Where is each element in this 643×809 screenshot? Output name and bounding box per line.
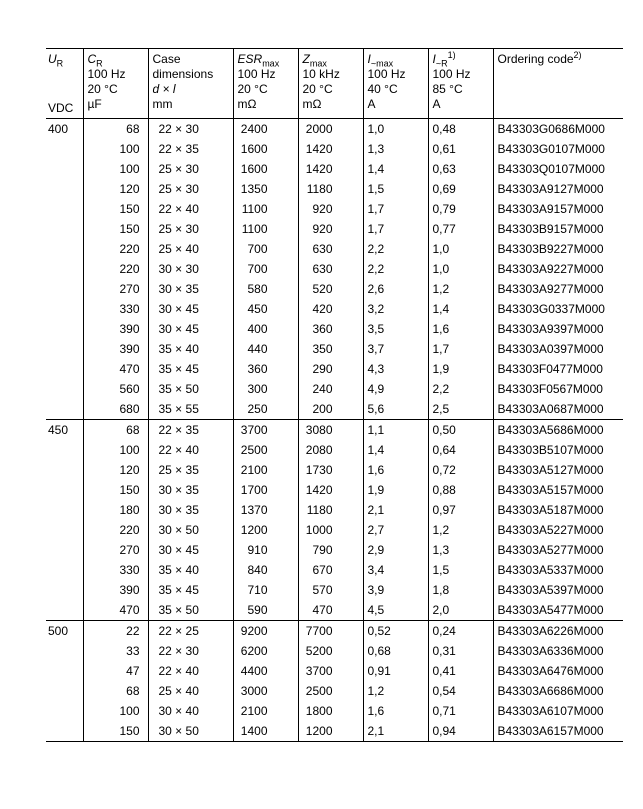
- table-row: [46, 580, 623, 600]
- cell-esr: 1370: [233, 500, 298, 520]
- cell-esr: 580: [233, 279, 298, 299]
- cell-capacitance: 270: [83, 540, 148, 560]
- cell-ripple-max: 3,7: [363, 339, 428, 359]
- cell-case-dimensions: 22 × 40: [148, 199, 233, 219]
- cell-capacitance: 68: [83, 119, 148, 140]
- table-row: [46, 520, 623, 540]
- cell-esr: 400: [233, 319, 298, 339]
- cell-case-dimensions: 25 × 30: [148, 179, 233, 199]
- header-ur-unit: VDC: [48, 101, 74, 115]
- table-row: [46, 299, 623, 319]
- cell-impedance: 2080: [298, 440, 363, 460]
- table-row: [46, 219, 623, 239]
- cell-ripple-max: 1,7: [363, 219, 428, 239]
- cell-impedance: 200: [298, 399, 363, 420]
- table-row: [46, 319, 623, 339]
- cell-case-dimensions: 35 × 40: [148, 560, 233, 580]
- cell-capacitance: 150: [83, 480, 148, 500]
- table-row: [46, 661, 623, 681]
- header-ir: $I_{\sim R}^{1)}$ 100 Hz 85 °C A: [428, 49, 493, 119]
- table-row: [46, 701, 623, 721]
- cell-capacitance: 180: [83, 500, 148, 520]
- cell-case-dimensions: 22 × 30: [148, 119, 233, 140]
- cell-case-dimensions: 30 × 50: [148, 721, 233, 742]
- cell-ripple-max: 1,6: [363, 460, 428, 480]
- cell-ordering-code: B43303A9397M000: [493, 319, 623, 339]
- cell-ripple-rated: 1,2: [428, 520, 493, 540]
- table-row: [46, 681, 623, 701]
- cell-ordering-code: B43303A9157M000: [493, 199, 623, 219]
- cell-impedance: 1420: [298, 480, 363, 500]
- cell-voltage: [46, 299, 83, 319]
- cell-voltage: [46, 600, 83, 621]
- cell-case-dimensions: 35 × 40: [148, 339, 233, 359]
- table-row: [46, 480, 623, 500]
- cell-ripple-rated: 1,7: [428, 339, 493, 359]
- cell-esr: 2100: [233, 701, 298, 721]
- cell-ripple-max: 1,4: [363, 159, 428, 179]
- header-esr: $ESR_{max}$ 100 Hz 20 °C mΩ: [233, 49, 298, 119]
- cell-ordering-code: B43303A9227M000: [493, 259, 623, 279]
- cell-esr: 300: [233, 379, 298, 399]
- cell-esr: 2500: [233, 440, 298, 460]
- cell-ripple-rated: 0,54: [428, 681, 493, 701]
- table-row: [46, 119, 623, 140]
- table-row: [46, 139, 623, 159]
- cell-capacitance: 390: [83, 319, 148, 339]
- cell-ordering-code: B43303B9227M000: [493, 239, 623, 259]
- cell-voltage: [46, 580, 83, 600]
- cell-ripple-max: 2,7: [363, 520, 428, 540]
- cell-ripple-rated: 0,71: [428, 701, 493, 721]
- cell-ripple-rated: 0,50: [428, 420, 493, 441]
- cell-impedance: 2500: [298, 681, 363, 701]
- cell-case-dimensions: 25 × 30: [148, 159, 233, 179]
- cell-voltage: [46, 480, 83, 500]
- cell-ordering-code: B43303F0567M000: [493, 379, 623, 399]
- cell-impedance: 290: [298, 359, 363, 379]
- cell-voltage: [46, 701, 83, 721]
- cell-esr: 1700: [233, 480, 298, 500]
- cell-voltage: [46, 540, 83, 560]
- cell-esr: 710: [233, 580, 298, 600]
- header-ur: $U_R$ VDC: [46, 49, 83, 119]
- cell-ordering-code: B43303A6107M000: [493, 701, 623, 721]
- cell-ordering-code: B43303A5157M000: [493, 480, 623, 500]
- cell-ripple-rated: 2,2: [428, 379, 493, 399]
- cell-ordering-code: B43303A5187M000: [493, 500, 623, 520]
- cell-case-dimensions: 35 × 50: [148, 600, 233, 621]
- cell-ripple-max: 2,2: [363, 259, 428, 279]
- cell-case-dimensions: 22 × 40: [148, 661, 233, 681]
- cell-ripple-rated: 0,94: [428, 721, 493, 742]
- cell-voltage: [46, 399, 83, 420]
- cell-ripple-rated: 0,97: [428, 500, 493, 520]
- cell-case-dimensions: 25 × 30: [148, 219, 233, 239]
- cell-ordering-code: B43303G0686M000: [493, 119, 623, 140]
- table-row: [46, 641, 623, 661]
- cell-ordering-code: B43303A5686M000: [493, 420, 623, 441]
- cell-case-dimensions: 22 × 35: [148, 139, 233, 159]
- cell-voltage: [46, 379, 83, 399]
- cell-ripple-rated: 0,41: [428, 661, 493, 681]
- cell-ripple-max: 3,2: [363, 299, 428, 319]
- cell-impedance: 630: [298, 239, 363, 259]
- cell-ordering-code: B43303A5477M000: [493, 600, 623, 621]
- cell-impedance: 520: [298, 279, 363, 299]
- cell-impedance: 1000: [298, 520, 363, 540]
- header-ordering-code: Ordering code$^{2)}$: [493, 49, 623, 119]
- cell-impedance: 5200: [298, 641, 363, 661]
- cell-ripple-rated: 0,61: [428, 139, 493, 159]
- cell-ripple-max: 3,4: [363, 560, 428, 580]
- cell-case-dimensions: 22 × 30: [148, 641, 233, 661]
- table-row: [46, 239, 623, 259]
- cell-esr: 700: [233, 259, 298, 279]
- cell-ordering-code: B43303A0397M000: [493, 339, 623, 359]
- cell-ordering-code: B43303A5277M000: [493, 540, 623, 560]
- cell-ripple-max: 2,1: [363, 721, 428, 742]
- table-row: [46, 721, 623, 742]
- cell-impedance: 1180: [298, 500, 363, 520]
- cell-case-dimensions: 30 × 45: [148, 299, 233, 319]
- cell-ripple-max: 1,4: [363, 440, 428, 460]
- cell-case-dimensions: 25 × 40: [148, 681, 233, 701]
- cell-voltage: [46, 681, 83, 701]
- cell-capacitance: 390: [83, 339, 148, 359]
- table-row: [46, 600, 623, 621]
- cell-voltage: [46, 721, 83, 742]
- cell-ripple-rated: 1,0: [428, 239, 493, 259]
- cell-voltage: [46, 279, 83, 299]
- cell-capacitance: 680: [83, 399, 148, 420]
- cell-ripple-max: 4,3: [363, 359, 428, 379]
- cell-ordering-code: B43303G0337M000: [493, 299, 623, 319]
- cell-ripple-max: 1,5: [363, 179, 428, 199]
- cell-esr: 6200: [233, 641, 298, 661]
- cell-voltage: [46, 139, 83, 159]
- table-row: [46, 621, 623, 642]
- cell-ripple-max: 4,5: [363, 600, 428, 621]
- cell-esr: 1600: [233, 159, 298, 179]
- cell-impedance: 570: [298, 580, 363, 600]
- cell-capacitance: 33: [83, 641, 148, 661]
- cell-ripple-max: 5,6: [363, 399, 428, 420]
- cell-ordering-code: B43303B9157M000: [493, 219, 623, 239]
- cell-esr: 840: [233, 560, 298, 580]
- cell-esr: 4400: [233, 661, 298, 681]
- table-row: [46, 460, 623, 480]
- cell-ripple-rated: 1,5: [428, 560, 493, 580]
- cell-esr: 1350: [233, 179, 298, 199]
- table-row: [46, 159, 623, 179]
- cell-case-dimensions: 22 × 40: [148, 440, 233, 460]
- table-row: [46, 540, 623, 560]
- cell-ripple-rated: 0,63: [428, 159, 493, 179]
- cell-ripple-rated: 1,4: [428, 299, 493, 319]
- header-z: $Z_{max}$ 10 kHz 20 °C mΩ: [298, 49, 363, 119]
- cell-ripple-max: 0,68: [363, 641, 428, 661]
- cell-case-dimensions: 22 × 35: [148, 420, 233, 441]
- cell-voltage: [46, 159, 83, 179]
- cell-esr: 700: [233, 239, 298, 259]
- header-row: [46, 49, 623, 119]
- cell-ordering-code: B43303A9127M000: [493, 179, 623, 199]
- cell-voltage: 450: [46, 420, 83, 441]
- cell-esr: 1600: [233, 139, 298, 159]
- cell-capacitance: 100: [83, 139, 148, 159]
- cell-capacitance: 120: [83, 460, 148, 480]
- cell-voltage: [46, 520, 83, 540]
- cell-ripple-rated: 2,0: [428, 600, 493, 621]
- cell-ordering-code: B43303A5337M000: [493, 560, 623, 580]
- cell-case-dimensions: 35 × 55: [148, 399, 233, 420]
- table-row: [46, 440, 623, 460]
- cell-ripple-rated: 1,8: [428, 580, 493, 600]
- cell-impedance: 920: [298, 219, 363, 239]
- cell-ordering-code: B43303A9277M000: [493, 279, 623, 299]
- cell-esr: 440: [233, 339, 298, 359]
- cell-ripple-max: 1,6: [363, 701, 428, 721]
- cell-voltage: [46, 661, 83, 681]
- cell-capacitance: 47: [83, 661, 148, 681]
- table-row: [46, 279, 623, 299]
- cell-impedance: 1800: [298, 701, 363, 721]
- cell-impedance: 1180: [298, 179, 363, 199]
- cell-capacitance: 68: [83, 681, 148, 701]
- cell-capacitance: 68: [83, 420, 148, 441]
- cell-case-dimensions: 30 × 45: [148, 319, 233, 339]
- cell-ripple-max: 1,9: [363, 480, 428, 500]
- cell-voltage: [46, 319, 83, 339]
- cell-ripple-rated: 0,24: [428, 621, 493, 642]
- header-case: Case dimensions d × l mm: [148, 49, 233, 119]
- cell-ordering-code: B43303A6157M000: [493, 721, 623, 742]
- table-row: [46, 259, 623, 279]
- cell-ordering-code: B43303A6336M000: [493, 641, 623, 661]
- cell-voltage: [46, 500, 83, 520]
- cell-ripple-max: 2,6: [363, 279, 428, 299]
- cell-ordering-code: B43303A5397M000: [493, 580, 623, 600]
- cell-ripple-max: 2,9: [363, 540, 428, 560]
- cell-ripple-max: 0,91: [363, 661, 428, 681]
- cell-capacitance: 150: [83, 219, 148, 239]
- cell-ripple-rated: 1,2: [428, 279, 493, 299]
- cell-case-dimensions: 30 × 45: [148, 540, 233, 560]
- cell-voltage: [46, 460, 83, 480]
- cell-voltage: [46, 339, 83, 359]
- cell-voltage: [46, 440, 83, 460]
- cell-impedance: 350: [298, 339, 363, 359]
- cell-capacitance: 220: [83, 239, 148, 259]
- cell-case-dimensions: 30 × 30: [148, 259, 233, 279]
- cell-case-dimensions: 35 × 45: [148, 580, 233, 600]
- cell-case-dimensions: 30 × 50: [148, 520, 233, 540]
- header-imax: $I_{\sim max}$ 100 Hz 40 °C A: [363, 49, 428, 119]
- cell-ordering-code: B43303B5107M000: [493, 440, 623, 460]
- cell-voltage: [46, 359, 83, 379]
- cell-case-dimensions: 30 × 35: [148, 500, 233, 520]
- table-row: [46, 199, 623, 219]
- table-row: [46, 359, 623, 379]
- table-row: [46, 399, 623, 420]
- cell-ripple-max: 1,2: [363, 681, 428, 701]
- cell-case-dimensions: 30 × 40: [148, 701, 233, 721]
- cell-capacitance: 220: [83, 259, 148, 279]
- cell-ordering-code: B43303Q0107M000: [493, 159, 623, 179]
- cell-impedance: 3700: [298, 661, 363, 681]
- cell-ripple-rated: 0,31: [428, 641, 493, 661]
- cell-impedance: 1730: [298, 460, 363, 480]
- cell-capacitance: 560: [83, 379, 148, 399]
- cell-capacitance: 150: [83, 721, 148, 742]
- cell-ripple-rated: 1,9: [428, 359, 493, 379]
- cell-ripple-max: 1,1: [363, 420, 428, 441]
- cell-esr: 2400: [233, 119, 298, 140]
- cell-impedance: 1420: [298, 159, 363, 179]
- cell-case-dimensions: 35 × 45: [148, 359, 233, 379]
- table-row: [46, 339, 623, 359]
- cell-esr: 9200: [233, 621, 298, 642]
- cell-impedance: 920: [298, 199, 363, 219]
- cell-case-dimensions: 35 × 50: [148, 379, 233, 399]
- cell-esr: 1100: [233, 219, 298, 239]
- cell-capacitance: 220: [83, 520, 148, 540]
- cell-capacitance: 330: [83, 299, 148, 319]
- cell-ripple-max: 4,9: [363, 379, 428, 399]
- cell-capacitance: 150: [83, 199, 148, 219]
- cell-ripple-rated: 0,69: [428, 179, 493, 199]
- header-cr: $C_R$ 100 Hz 20 °C µF: [83, 49, 148, 119]
- cell-ripple-max: 1,7: [363, 199, 428, 219]
- cell-voltage: [46, 259, 83, 279]
- cell-impedance: 670: [298, 560, 363, 580]
- cell-esr: 3000: [233, 681, 298, 701]
- cell-capacitance: 270: [83, 279, 148, 299]
- table-row: [46, 420, 623, 441]
- cell-ripple-rated: 0,48: [428, 119, 493, 140]
- cell-capacitance: 100: [83, 159, 148, 179]
- cell-voltage: [46, 179, 83, 199]
- cell-ordering-code: B43303A6476M000: [493, 661, 623, 681]
- cell-case-dimensions: 30 × 35: [148, 279, 233, 299]
- capacitor-data-table: [46, 48, 623, 742]
- cell-ripple-max: 2,2: [363, 239, 428, 259]
- cell-impedance: 240: [298, 379, 363, 399]
- cell-esr: 590: [233, 600, 298, 621]
- cell-voltage: 400: [46, 119, 83, 140]
- cell-case-dimensions: 22 × 25: [148, 621, 233, 642]
- cell-impedance: 3080: [298, 420, 363, 441]
- cell-impedance: 630: [298, 259, 363, 279]
- cell-esr: 1100: [233, 199, 298, 219]
- cell-ripple-rated: 0,88: [428, 480, 493, 500]
- cell-ripple-rated: 2,5: [428, 399, 493, 420]
- cell-esr: 2100: [233, 460, 298, 480]
- cell-capacitance: 470: [83, 359, 148, 379]
- cell-ripple-rated: 0,77: [428, 219, 493, 239]
- cell-impedance: 7700: [298, 621, 363, 642]
- cell-ripple-rated: 0,64: [428, 440, 493, 460]
- cell-capacitance: 330: [83, 560, 148, 580]
- cell-ripple-max: 3,9: [363, 580, 428, 600]
- cell-capacitance: 470: [83, 600, 148, 621]
- cell-ripple-rated: 0,72: [428, 460, 493, 480]
- cell-esr: 3700: [233, 420, 298, 441]
- cell-capacitance: 22: [83, 621, 148, 642]
- cell-capacitance: 390: [83, 580, 148, 600]
- cell-ripple-rated: 1,3: [428, 540, 493, 560]
- cell-ordering-code: B43303A0687M000: [493, 399, 623, 420]
- cell-esr: 360: [233, 359, 298, 379]
- cell-voltage: [46, 219, 83, 239]
- cell-voltage: [46, 239, 83, 259]
- cell-ripple-rated: 1,0: [428, 259, 493, 279]
- cell-impedance: 2000: [298, 119, 363, 140]
- table-row: [46, 179, 623, 199]
- cell-ripple-max: 1,0: [363, 119, 428, 140]
- cell-esr: 910: [233, 540, 298, 560]
- table-row: [46, 560, 623, 580]
- cell-capacitance: 100: [83, 440, 148, 460]
- cell-esr: 450: [233, 299, 298, 319]
- cell-ripple-max: 0,52: [363, 621, 428, 642]
- cell-ordering-code: B43303A6226M000: [493, 621, 623, 642]
- cell-voltage: [46, 641, 83, 661]
- cell-case-dimensions: 25 × 35: [148, 460, 233, 480]
- cell-ripple-rated: 1,6: [428, 319, 493, 339]
- cell-esr: 250: [233, 399, 298, 420]
- cell-impedance: 420: [298, 299, 363, 319]
- cell-esr: 1200: [233, 520, 298, 540]
- cell-ordering-code: B43303A5227M000: [493, 520, 623, 540]
- cell-ordering-code: B43303A6686M000: [493, 681, 623, 701]
- cell-capacitance: 100: [83, 701, 148, 721]
- cell-ripple-max: 2,1: [363, 500, 428, 520]
- cell-capacitance: 120: [83, 179, 148, 199]
- table-row: [46, 379, 623, 399]
- cell-impedance: 1420: [298, 139, 363, 159]
- cell-case-dimensions: 30 × 35: [148, 480, 233, 500]
- cell-voltage: 500: [46, 621, 83, 642]
- cell-ordering-code: B43303F0477M000: [493, 359, 623, 379]
- cell-esr: 1400: [233, 721, 298, 742]
- cell-ripple-rated: 0,79: [428, 199, 493, 219]
- cell-ordering-code: B43303G0107M000: [493, 139, 623, 159]
- cell-case-dimensions: 25 × 40: [148, 239, 233, 259]
- cell-impedance: 790: [298, 540, 363, 560]
- cell-ordering-code: B43303A5127M000: [493, 460, 623, 480]
- cell-ripple-max: 3,5: [363, 319, 428, 339]
- cell-impedance: 1200: [298, 721, 363, 742]
- cell-impedance: 470: [298, 600, 363, 621]
- table-row: [46, 500, 623, 520]
- cell-impedance: 360: [298, 319, 363, 339]
- cell-ripple-max: 1,3: [363, 139, 428, 159]
- cell-voltage: [46, 199, 83, 219]
- cell-voltage: [46, 560, 83, 580]
- table-body: [46, 119, 623, 742]
